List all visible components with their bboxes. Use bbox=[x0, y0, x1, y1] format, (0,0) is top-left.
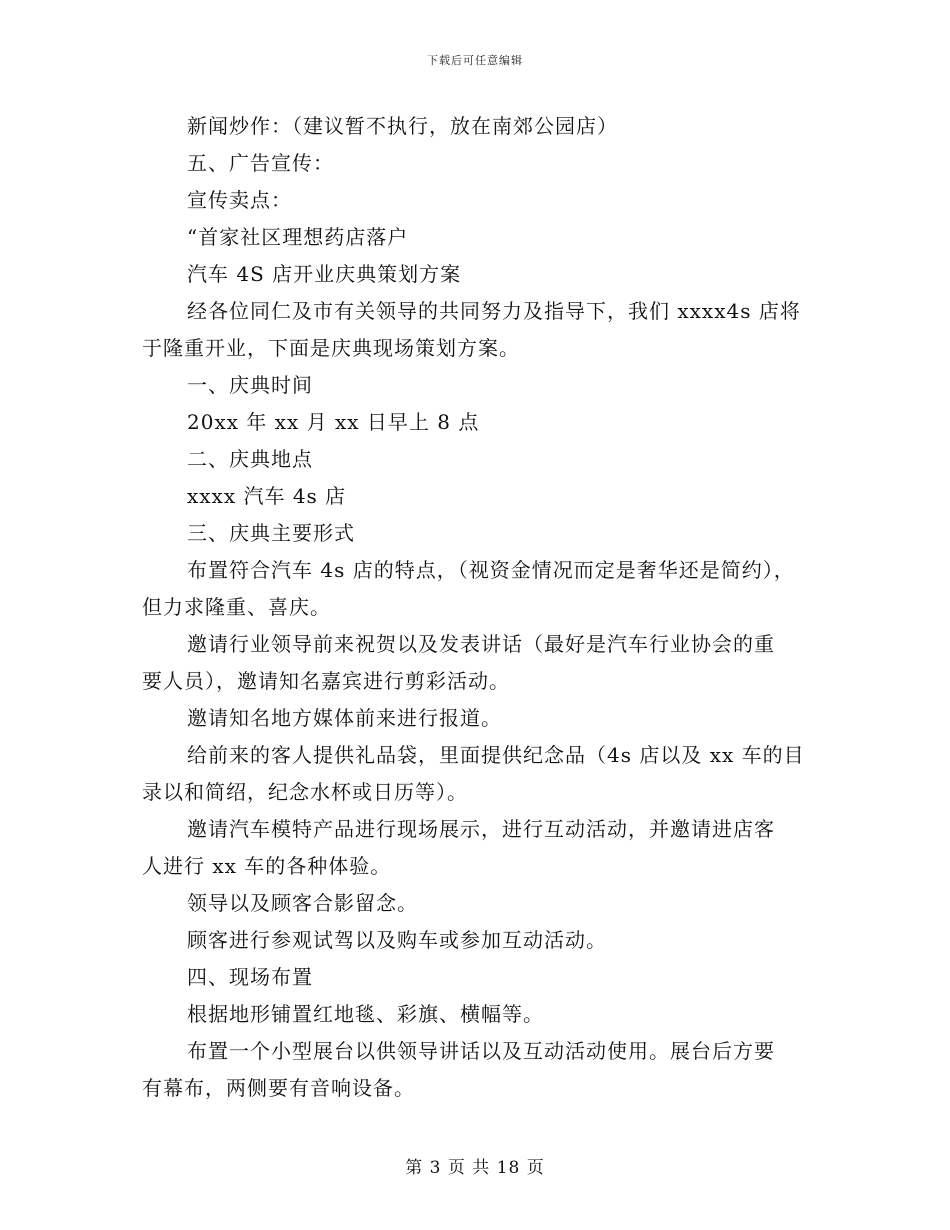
text-line: 20xx 年 xx 月 xx 日早上 8 点 bbox=[187, 410, 480, 434]
text-line: 三、庆典主要形式 bbox=[187, 521, 355, 545]
text-line: 经各位同仁及市有关领导的共同努力及指导下，我们 xxxx4s 店将 bbox=[187, 299, 801, 323]
text-line: 四、现场布置 bbox=[187, 965, 313, 989]
text-line: 五、广告宣传： bbox=[187, 151, 334, 175]
text-line: “首家社区理想药店落户 bbox=[187, 225, 409, 249]
text-line: 邀请汽车模特产品进行现场展示，进行互动活动，并邀请进店客 bbox=[187, 817, 775, 841]
text-line: 汽车 4S 店开业庆典策划方案 bbox=[187, 262, 462, 286]
text-line: 一、庆典时间 bbox=[187, 373, 313, 397]
text-line: 邀请知名地方媒体前来进行报道。 bbox=[187, 706, 502, 730]
text-line: 人进行 xx 车的各种体验。 bbox=[142, 854, 392, 878]
document-body bbox=[142, 108, 812, 1107]
text-line: 于隆重开业，下面是庆典现场策划方案。 bbox=[142, 336, 520, 360]
text-line: 布置一个小型展台以供领导讲话以及互动活动使用。展台后方要 bbox=[187, 1039, 775, 1063]
page-footer: 第 3 页 共 18 页 bbox=[405, 1158, 545, 1178]
text-line: 要人员），邀请知名嘉宾进行剪彩活动。 bbox=[142, 669, 510, 693]
text-line: 录以和简绍，纪念水杯或日历等）。 bbox=[142, 780, 468, 804]
text-line: 二、庆典地点 bbox=[187, 447, 313, 471]
text-line: 宣传卖点： bbox=[187, 188, 292, 212]
text-line: 领导以及顾客合影留念。 bbox=[187, 891, 418, 915]
text-line: 有幕布，两侧要有音响设备。 bbox=[142, 1076, 415, 1100]
text-line: xxxx 汽车 4s 店 bbox=[187, 484, 347, 508]
text-line: 邀请行业领导前来祝贺以及发表讲话（最好是汽车行业协会的重 bbox=[187, 632, 775, 656]
text-line: 顾客进行参观试驾以及购车或参加互动活动。 bbox=[187, 928, 607, 952]
page-header: 下载后可任意编辑 bbox=[427, 54, 523, 67]
text-line: 根据地形铺置红地毯、彩旗、横幅等。 bbox=[187, 1002, 544, 1026]
text-line: 新闻炒作：（建议暂不执行，放在南郊公园店） bbox=[187, 114, 618, 138]
text-line: 给前来的客人提供礼品袋，里面提供纪念品（4s 店以及 xx 车的目 bbox=[187, 743, 805, 767]
text-line: 但力求隆重、喜庆。 bbox=[142, 595, 331, 619]
text-line: 布置符合汽车 4s 店的特点，（视资金情况而定是奢华还是简约）， bbox=[187, 558, 795, 582]
